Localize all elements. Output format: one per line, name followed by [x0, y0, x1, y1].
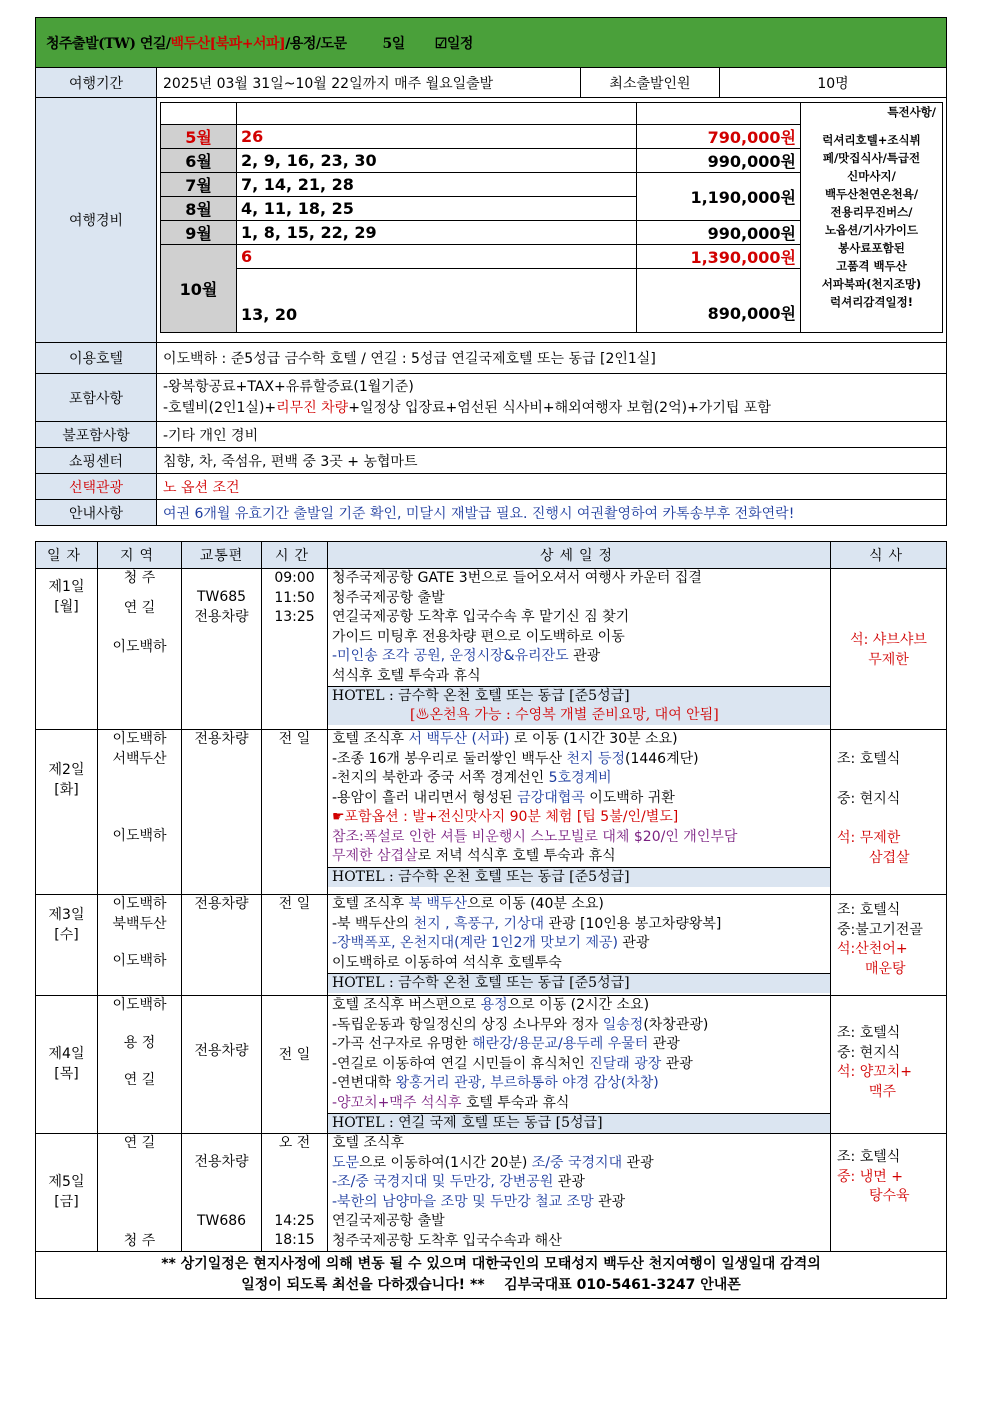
hotel-value: 이도백하 : 준5성급 금수학 호텔 / 연길 : 5성급 연길국제호텔 또는 동급 [2인1실]	[157, 343, 947, 374]
notice-value: 여권 6개월 유효기간 출발일 기준 확인, 미달시 재발급 필요. 진행시 여권촬영하여 카톡송부후 전화연락!	[157, 500, 947, 526]
option-label: 선택관광	[36, 474, 157, 500]
col-header-day: 일자	[36, 542, 98, 569]
footer-note: ** 상기일정은 현지사정에 의해 변동 될 수 있으며 대한국인의 모태성지 백두산 천지여행이 일생일대 감격의	[161, 1256, 821, 1272]
cost-label: 여행경비	[36, 98, 157, 343]
price-row: 7월 7, 14, 21, 28 1,190,000원	[161, 173, 801, 197]
include-label: 포함사항	[36, 374, 157, 422]
price-row: 8월 4, 11, 18, 25	[161, 197, 801, 221]
special-benefits: 특전사항/ 럭셔리호텔+조식뷔 페/맛집식사/특급전 신마사지/ 백두산천연온천욕/ 전용리무진버스/ 노옵션/기사가이드 봉사료포함된 고품격 백두산 서파북파(천지조망) 럭셔리감격일정!	[801, 102, 943, 333]
period-label: 여행기간	[36, 68, 157, 98]
price-row: 9월 1, 8, 15, 22, 29 990,000원	[161, 221, 801, 245]
day-row: 제2일 [화] 이도백하 서백두산 이도백하 전용차량 전 일 호텔 조식후 서 백두산 (서파) 로 이동 (1시간 30분 소요) -조종 16개 봉우리로 둘러쌓인 백두산 천지 등정(1446계단) -천지의 북한과 중국 서쪽 경계선인 5호경계비 -용암이 흘러 내리면서 형성된 금강대협곡 이도백하 귀환 ☛포함옵션 : 발+전신맛사지 90분 체험 [팁 5불/인/별도] 참조:폭설로 인한 셔틀 비운행시 스노모빌로 대체 $20/인 개인부담 무제한 삼겹살로 저녁 석식후 호텔 투숙과 휴식 HOTEL : 금수학 온천 호텔 또는 동급 [준5성급] 조: 호텔식 중: 현지식 석: 무제한 삼겹살	[36, 730, 947, 895]
day-row: 제3일 [수] 이도백하 북백두산 이도백하 전용차량 전 일 호텔 조식후 북 백두산으로 이동 (40분 소요) -북 백두산의 천지 , 흑풍구, 기상대 관광 [10인용 봉고차량왕복] -장백폭포, 온천지대(계란 1인2개 맛보기 제공) 관광 이도백하로 이동하여 석식후 호텔투숙 HOTEL : 금수학 온천 호텔 또는 동급 [준5성급] 조: 호텔식 중:불고기전골 석:산천어+ 매운탕	[36, 895, 947, 996]
period-value: 2025년 03월 31일~10월 22일까지 매주 월요일출발	[157, 68, 581, 98]
min-people-label: 최소출발인원	[581, 68, 720, 98]
exclude-label: 불포함사항	[36, 422, 157, 448]
shopping-label: 쇼핑센터	[36, 448, 157, 474]
hotel-label: 이용호텔	[36, 343, 157, 374]
notice-label: 안내사항	[36, 500, 157, 526]
price-row: 10월 6 1,390,000원	[161, 245, 801, 269]
col-header-meal: 식사	[831, 542, 947, 569]
shopping-value: 침향, 차, 죽섬유, 편백 중 3곳 + 농협마트	[157, 448, 947, 474]
hotel-info: HOTEL : 금수학 온천 호텔 또는 동급 [준5성급]	[328, 867, 830, 887]
col-header-transport: 교통편	[182, 542, 262, 569]
include-value: -왕복항공료+TAX+유류할증료(1월기준) -호텔비(2인1실)+리무진 차량+일정상 입장료+엄선된 식사비+해외여행자 보험(2억)+가기팁 포함	[157, 374, 947, 422]
price-table	[160, 102, 801, 333]
schedule-table	[35, 541, 947, 1299]
price-row: 13, 20 890,000원	[161, 269, 801, 333]
info-table	[35, 17, 947, 526]
hotel-info: HOTEL : 금수학 온천 호텔 또는 동급 [준5성급]	[328, 973, 830, 993]
footer-row	[36, 1252, 947, 1299]
min-people-value: 10명	[720, 68, 947, 98]
price-row: 6월 2, 9, 16, 23, 30 990,000원	[161, 149, 801, 173]
day-row: 제4일 [목] 이도백하 용 정 연 길 전용차량 전 일 호텔 조식후 버스편으로 용정으로 이동 (2시간 소요) -독립운동과 항일정신의 상징 소나무와 정자 일송정(차창관광) -가곡 선구자로 유명한 해란강/용문교/용두레 우물터 관광 -연길로 이동하여 연길 시민들이 휴식처인 진달래 광장 관광 -연변대학 왕홍거리 관광, 부르하통하 야경 감상(차창) -양꼬치+맥주 석식후 호텔 투숙과 휴식 HOTEL : 연길 국제 호텔 또는 동급 [5성급] 조: 호텔식 중: 현지식 석: 양꼬치+ 맥주	[36, 996, 947, 1134]
col-header-time: 시간	[262, 542, 328, 569]
day-row: 제5일 [금] 연 길 청 주 전용차량 TW686 오 전 14:25 18:15 호텔 조식후 도문으로 이동하여(1시간 20분) 조/중 국경지대 관광 -조/중 국경지대 및 두만강, 강변공원 관광 -북한의 남양마을 조망 및 두만강 철교 조망 관광 연길국제공항 출발 청주국제공항 도착후 입국수속과 해산 조: 호텔식 중: 냉면 + 탕수육	[36, 1134, 947, 1252]
footer-contact: 일정이 되도록 최선을 다하겠습니다! ** 김부국대표 010-5461-3247 안내폰	[241, 1277, 741, 1293]
col-header-region: 지역	[98, 542, 182, 569]
price-row: 5월 26 790,000원	[161, 125, 801, 149]
col-header-detail: 상세일정	[328, 542, 831, 569]
hotel-info: HOTEL : 연길 국제 호텔 또는 동급 [5성급]	[328, 1113, 830, 1133]
hotel-info: HOTEL : 금수학 온천 호텔 또는 동급 [준5성급] [♨온천욕 가능 : 수영복 개별 준비요망, 대여 안됨]	[328, 686, 830, 725]
exclude-value: -기타 개인 경비	[157, 422, 947, 448]
day-row: 제1일 [월] 청 주 연 길 이도백하 TW685 전용차량 09:00 11:50 13:25 청주국제공항 GATE 3번으로 들어오셔서 여행사 카운터 집결 청주국제공항 출발 연길국제공항 도착후 입국수속 후 맡기신 짐 찾기 가이드 미팅후 전용차량 편으로 이도백하로 이동 -미인송 조각 공원, 운정시장&유리잔도 관광 석식후 호텔 투숙과 휴식 HOTEL : 금수학 온천 호텔 또는 동급 [준5성급] [♨온천욕 가능 : 수영복 개별 준비요망, 대여 안됨] 석: 샤브샤브 무제한	[36, 569, 947, 730]
page-title: 청주출발(TW) 연길/백두산[북파+서파]/용정/도문 5일 ☑일정	[36, 18, 947, 68]
option-value: 노 옵션 조건	[157, 474, 947, 500]
